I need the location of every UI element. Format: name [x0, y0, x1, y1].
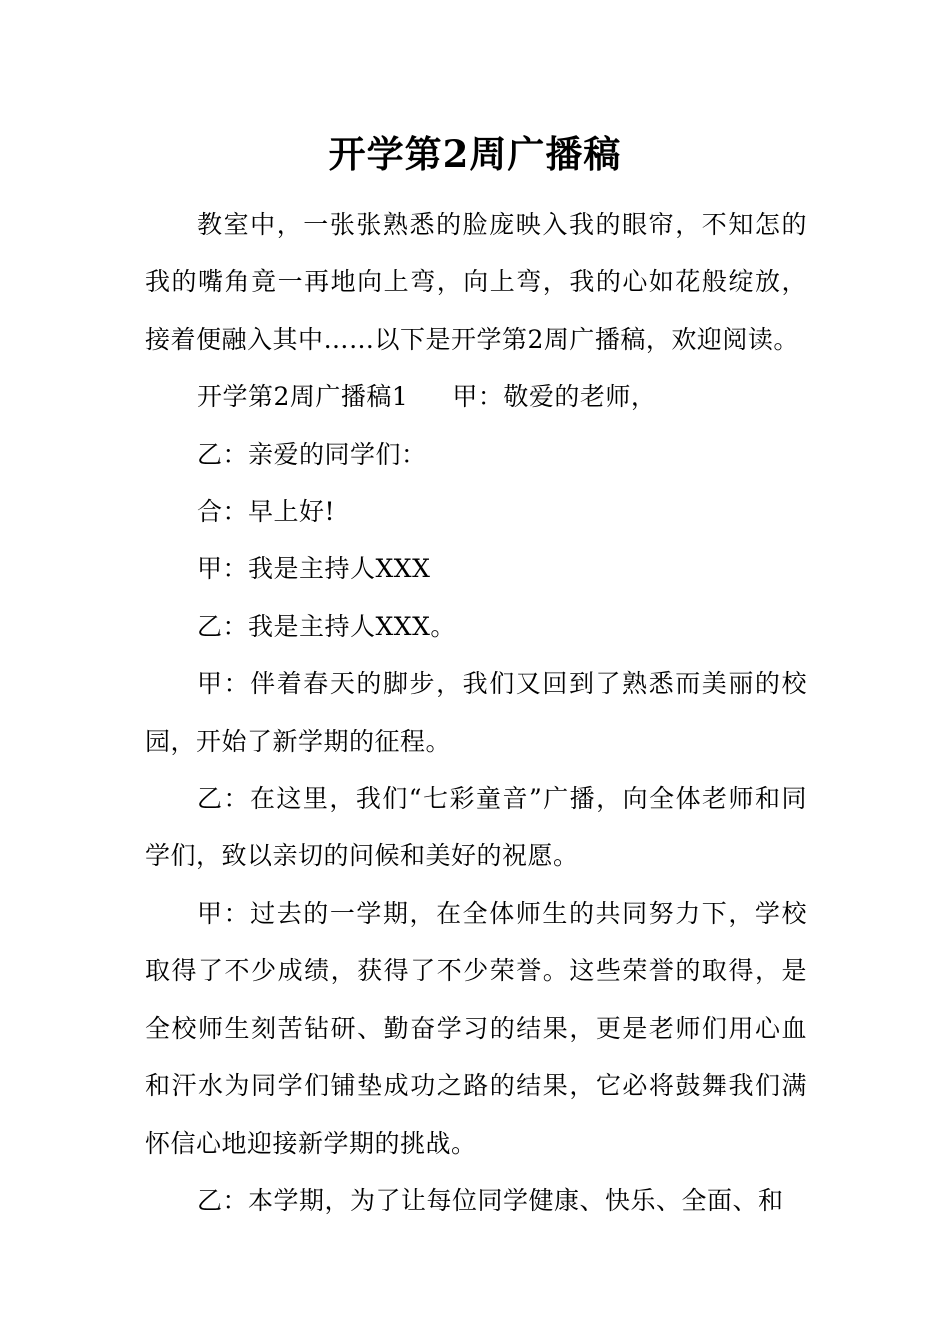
document-body	[145, 196, 807, 1229]
script-heading-line	[145, 368, 807, 425]
host-intro-jia: 甲：我是主持人XXX	[197, 554, 431, 584]
dialogue-paragraph: 乙：本学期，为了让每位同学健康、快乐、全面、和	[197, 1185, 784, 1215]
script-heading: 开学第2周广播稿1	[197, 382, 409, 412]
dialogue-paragraph: 甲：过去的一学期，在全体师生的共同努力下，学校取得了不少成绩，获得了不少荣誉。这些荣誉的取得，是全校师生刻苦钻研、勤奋学习的结果，更是老师们用心血和汗水为同学们铺垫成功之路的结果，它必将鼓舞我们满怀信心地迎接新学期的挑战。	[145, 898, 807, 1158]
greeting-line-jia: 甲：敬爱的老师，	[452, 382, 657, 412]
dialogue-paragraph: 甲：伴着春天的脚步，我们又回到了熟悉而美丽的校园，开始了新学期的征程。	[145, 669, 807, 756]
host-intro-yi: 乙：我是主持人XXX。	[197, 611, 456, 641]
greeting-line-yi: 乙：亲爱的同学们：	[197, 439, 427, 469]
intro-paragraph: 教室中，一张张熟悉的脸庞映入我的眼帘，不知怎的我的嘴角竟一再地向上弯，向上弯，我的心如花般绽放，接着便融入其中……以下是开学第2周广播稿，欢迎阅读。	[145, 210, 807, 354]
greeting-line-together: 合：早上好!	[197, 497, 336, 527]
dialogue-paragraph: 乙：在这里，我们“七彩童音”广播，向全体老师和同学们，致以亲切的问候和美好的祝愿。	[145, 784, 807, 871]
document-title: 开学第2周广播稿	[328, 132, 622, 176]
